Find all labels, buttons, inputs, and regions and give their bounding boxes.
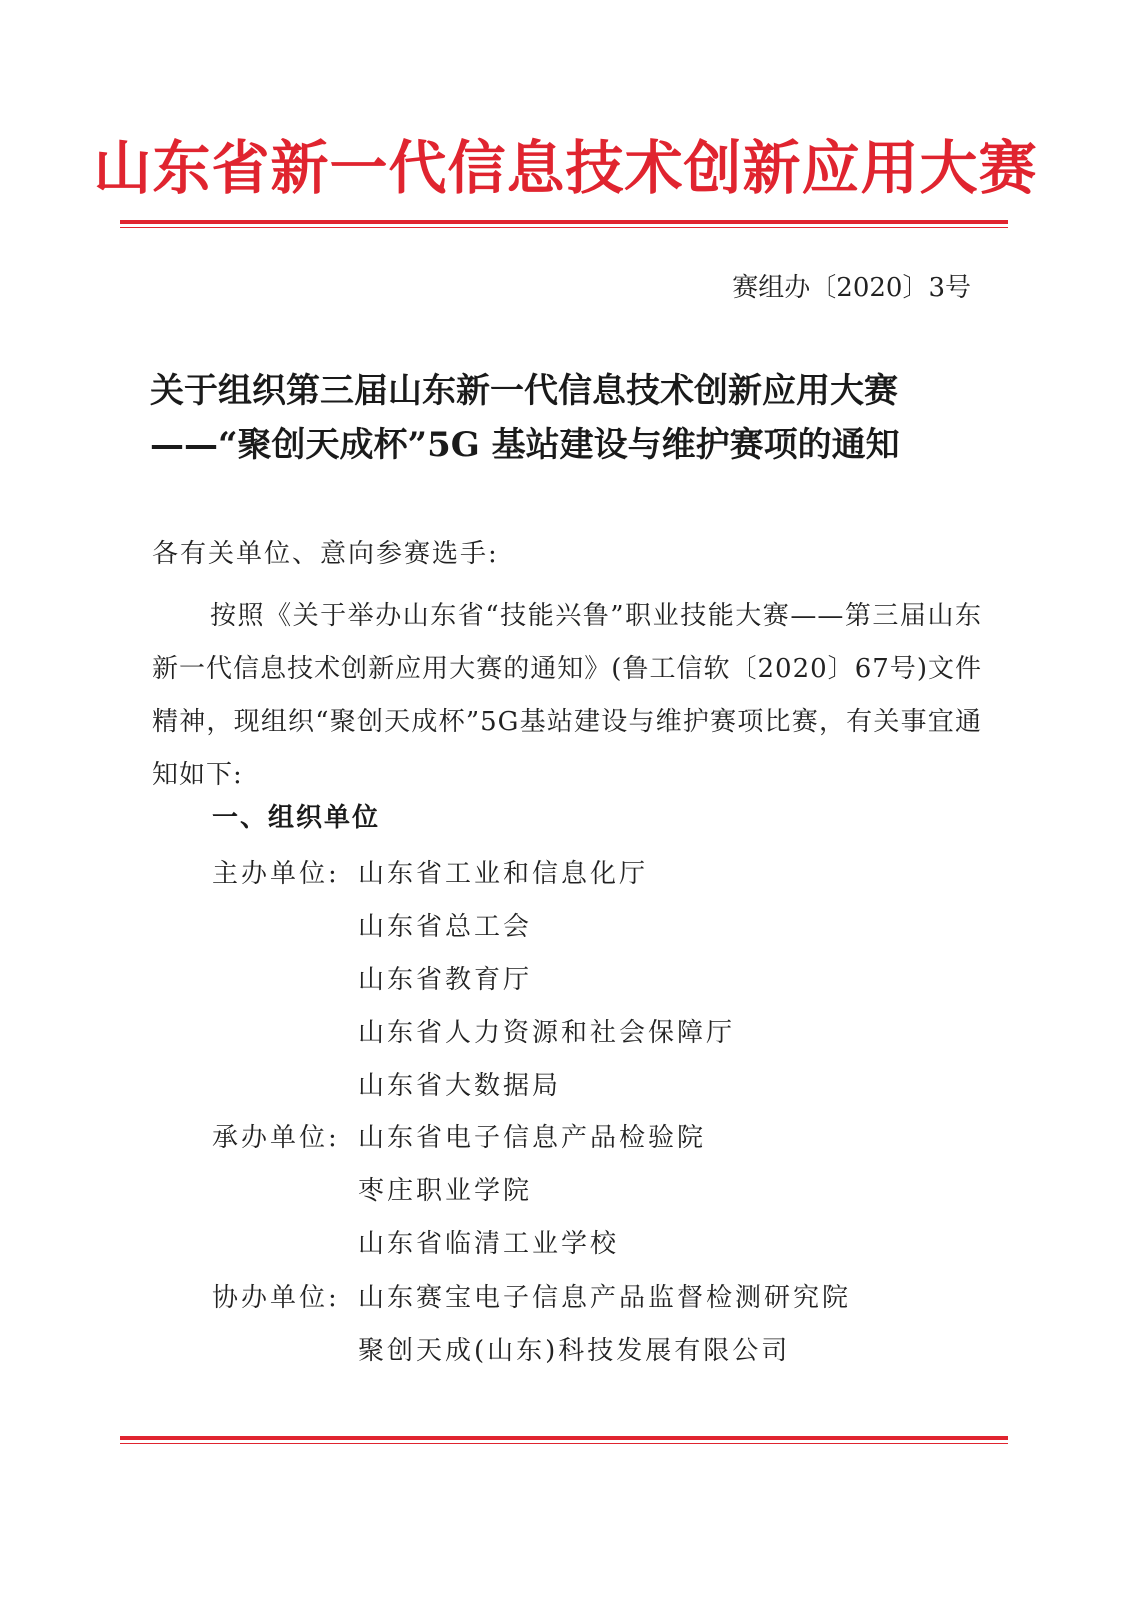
divider-thin-line [120, 227, 1008, 228]
document-number: 赛组办〔2020〕3号 [732, 273, 971, 303]
organizer-unit-item: 山东省临清工业学校 [358, 1229, 620, 1259]
intro-paragraph: 按照《关于举办山东省“技能兴鲁”职业技能大赛——第三届山东新一代信息技术创新应用大赛的通知》(鲁工信软〔2020〕67号)文件精神，现组织“聚创天成杯”5G基站建设与维护赛项比赛，有关事宜通知如下: [152, 601, 982, 790]
host-unit-item: 山东省工业和信息化厅 [358, 859, 649, 889]
organizer-unit-item: 枣庄职业学院 [358, 1176, 533, 1206]
organizer-units-list [358, 1120, 706, 1279]
notice-title-line-2: ——“聚创天成杯”5G 基站建设与维护赛项的通知 [150, 425, 900, 465]
divider-thick-line [120, 1436, 1008, 1440]
intro-paragraph-block [152, 590, 982, 802]
co-organizer-unit-item: 山东赛宝电子信息产品监督检测研究院 [358, 1283, 852, 1313]
section-heading-organizers: 一、组织单位 [212, 803, 381, 833]
organizer-units-label: 承办单位: [212, 1123, 340, 1153]
salutation: 各有关单位、意向参赛选手: [152, 539, 499, 569]
host-unit-item: 山东省大数据局 [358, 1071, 562, 1101]
host-units-list [358, 856, 735, 1121]
divider-thick-line [120, 220, 1008, 224]
notice-title [150, 364, 990, 472]
footer-divider [120, 1436, 1008, 1444]
notice-title-line-1: 关于组织第三届山东新一代信息技术创新应用大赛 [150, 371, 898, 411]
co-organizer-units-label: 协办单位: [212, 1283, 340, 1313]
host-units-label: 主办单位: [212, 859, 340, 889]
divider-thin-line [120, 1443, 1008, 1444]
host-unit-item: 山东省教育厅 [358, 965, 533, 995]
organizer-unit-item: 山东省电子信息产品检验院 [358, 1123, 707, 1153]
co-organizer-unit-item: 聚创天成(山东)科技发展有限公司 [358, 1336, 791, 1366]
host-unit-item: 山东省人力资源和社会保障厅 [358, 1018, 736, 1048]
co-organizer-units-list [358, 1280, 851, 1386]
letterhead-title: 山东省新一代信息技术创新应用大赛 [93, 134, 1038, 202]
letterhead-divider-top [120, 220, 1008, 228]
host-unit-item: 山东省总工会 [358, 912, 533, 942]
